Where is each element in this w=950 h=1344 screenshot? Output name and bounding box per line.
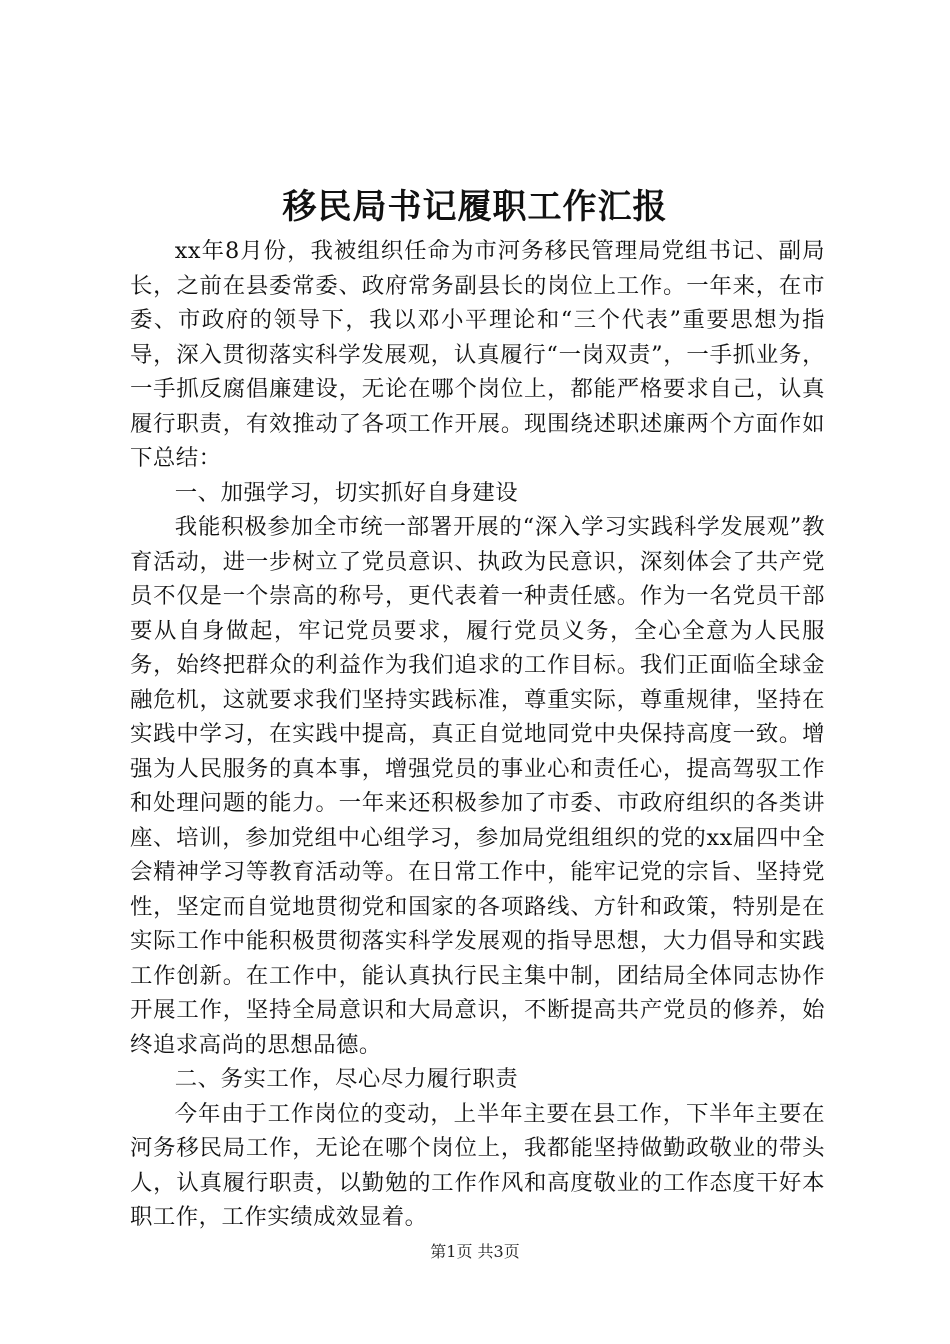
document-title: 移民局书记履职工作汇报	[282, 187, 668, 227]
paragraph-study: 我能积极参加全市统一部署开展的“深入学习实践科学发展观”教育活动，进一步树立了党员意识、执政为民意识，深刻体会了共产党员不仅是一个崇高的称号，更代表着一种责任感。作为一名党员干部要从自身做起，牢记党员要求，履行党员义务，全心全意为人民服务，始终把群众的利益作为我们追求的工作目标。我们正面临全球金融危机，这就要求我们坚持实践标准，尊重实际，尊重规律，坚持在实践中学习，在实践中提高，真正自觉地同党中央保持高度一致。增强为人民服务的真本事，增强党员的事业心和责任心，提高驾驭工作和处理问题的能力。一年来还积极参加了市委、市政府组织的各类讲座、培训，参加党组中心组学习，参加局党组组织的党的xx届四中全会精神学习等教育活动等。在日常工作中，能牢记党的宗旨、坚持党性，坚定而自觉地贯彻党和国家的各项路线、方针和政策，特别是在实际工作中能积极贯彻落实科学发展观的指导思想，大力倡导和实践工作创新。在工作中，能认真执行民主集中制，团结局全体同志协作开展工作，坚持全局意识和大局意识，不断提高共产党员的修养，始终追求高尚的思想品德。	[130, 514, 825, 1058]
document-body	[130, 234, 825, 1235]
page-number-footer: 第1页 共3页	[430, 1242, 520, 1261]
paragraph-work: 今年由于工作岗位的变动，上半年主要在县工作，下半年主要在河务移民局工作，无论在哪个岗位上，我都能坚持做勤政敬业的带头人，认真履行职责，以勤勉的工作作风和高度敬业的工作态度干好本职工作，工作实绩成效显着。	[130, 1100, 825, 1230]
paragraph-intro: xx年8月份，我被组织任命为市河务移民管理局党组书记、副局长，之前在县委常委、政府常务副县长的岗位上工作。一年来，在市委、市政府的领导下，我以邓小平理论和“三个代表”重要思想为指导，深入贯彻落实科学发展观，认真履行“一岗双责”，一手抓业务，一手抓反腐倡廉建设，无论在哪个岗位上，都能严格要求自己，认真履行职责，有效推动了各项工作开展。现围绕述职述廉两个方面作如下总结：	[130, 238, 825, 471]
section-heading-2: 二、务实工作，尽心尽力履行职责	[174, 1066, 519, 1092]
section-heading-1: 一、加强学习，切实抓好自身建设	[174, 479, 519, 506]
